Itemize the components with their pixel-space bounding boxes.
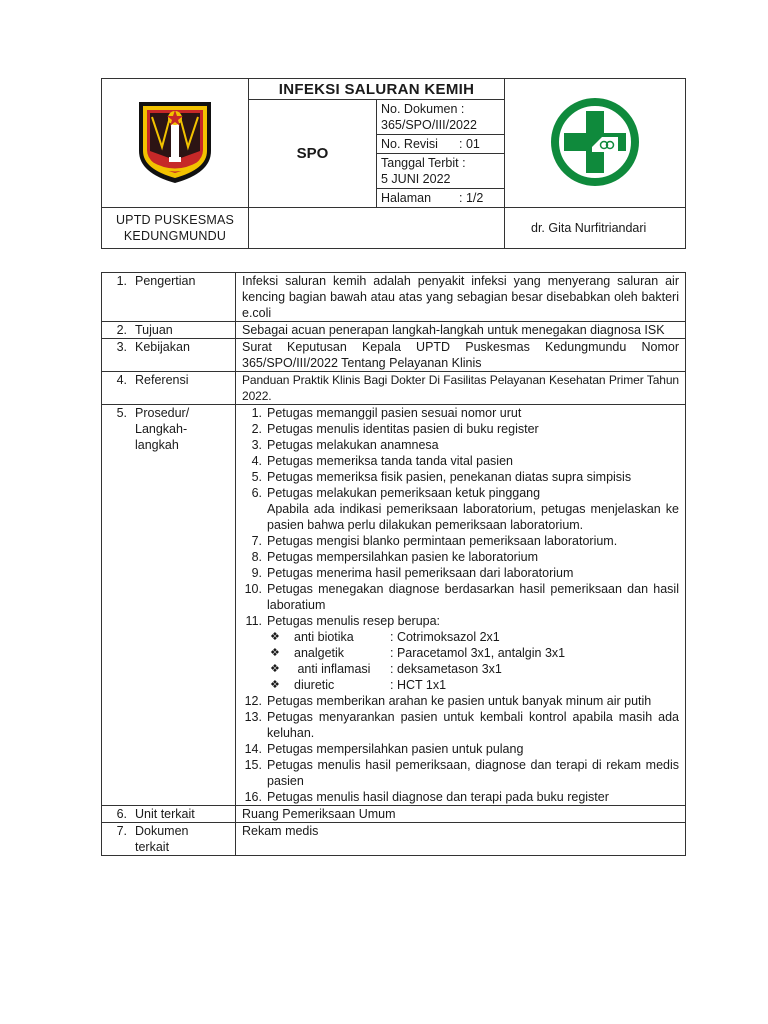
city-emblem-cell <box>102 79 249 208</box>
page-info <box>377 189 505 208</box>
step-text: Petugas menulis hasil pemeriksaan, diagnose dan terapi di rekam medis pasien <box>267 758 679 788</box>
kemenkes-logo-cell <box>505 79 686 208</box>
procedure-step <box>238 549 679 565</box>
kebijakan-text: Surat Keputusan Kepala UPTD Puskesmas Kedungmundu Nomor 365/SPO/III/2022 Tentang Pelayanan Klinis <box>236 339 686 372</box>
prescription-item <box>238 677 679 693</box>
page-value: : 1/2 <box>459 191 484 205</box>
step-text: Petugas menyarankan pasien untuk kembali kontrol apabila masih ada keluhan. <box>267 710 679 740</box>
row-label: Referensi <box>135 373 189 387</box>
drug-value: : HCT 1x1 <box>390 678 447 692</box>
issue-date <box>377 154 505 189</box>
step-text: Petugas melakukan anamnesa <box>267 438 439 452</box>
row-number: 2. <box>116 323 127 337</box>
step-text: Petugas menulis identitas pasien di buku register <box>267 422 539 436</box>
procedure-step <box>238 581 679 613</box>
document-header <box>101 78 686 249</box>
procedure-step <box>238 565 679 581</box>
prescription-item <box>238 629 679 645</box>
step-text: Petugas menulis hasil diagnose dan terapi pada buku register <box>267 790 609 804</box>
procedure-step <box>238 437 679 453</box>
city-emblem-icon <box>136 99 214 185</box>
organization-line2: KEDUNGMUNDU <box>123 229 227 243</box>
step-number: 6. <box>251 486 262 500</box>
step-number: 13. <box>244 710 262 724</box>
step-text: Apabila ada indikasi pemeriksaan laboratorium, petugas menjelaskan ke pasien bahwa perlu dilakukan pemeriksaan laboratorium. <box>267 502 679 532</box>
step-number: 2. <box>251 422 262 436</box>
blank-signature-cell <box>249 208 505 249</box>
step-number: 16. <box>244 790 262 804</box>
organization <box>102 208 249 249</box>
step-number: 9. <box>251 566 262 580</box>
pengertian-text: Infeksi saluran kemih adalah penyakit infeksi yang menyerang saluran air kencing bagian bawah atau atas yang sebagian besar disebabkan oleh bakteri e.coli <box>236 273 686 322</box>
row-prosedur <box>102 405 686 806</box>
row-number: 7. <box>116 824 127 838</box>
row-tujuan <box>102 322 686 339</box>
referensi-text: Panduan Praktik Klinis Bagi Dokter Di Fasilitas Pelayanan Kesehatan Primer Tahun 2022. <box>236 372 686 405</box>
procedure-step <box>238 709 679 741</box>
row-dokumen <box>102 823 686 856</box>
prescription-list <box>238 629 679 693</box>
step-text: Petugas mengisi blanko permintaan pemeriksaan laboratorium. <box>267 534 618 548</box>
row-label <box>135 823 189 855</box>
issue-date-label: Tanggal Terbit : <box>381 156 466 170</box>
step-text: Petugas memeriksa fisik pasien, penekanan diatas supra simpisis <box>267 470 632 484</box>
step-number: 10. <box>244 582 262 596</box>
step-number: 11. <box>245 614 262 628</box>
procedure-step <box>238 757 679 789</box>
procedure-step <box>238 789 679 805</box>
prescription-item <box>238 645 679 661</box>
row-label: Kebijakan <box>135 340 190 354</box>
step-number: 12. <box>244 694 262 708</box>
steps-list-continued <box>238 693 679 805</box>
row-kebijakan <box>102 339 686 372</box>
drug-class: analgetik <box>294 646 345 660</box>
drug-value: : Cotrimoksazol 2x1 <box>390 630 500 644</box>
row-number: 4. <box>116 373 127 387</box>
organization-line1: UPTD PUSKESMAS <box>115 213 235 227</box>
step-number: 1. <box>251 406 262 420</box>
procedure-step <box>238 613 679 629</box>
procedure-step <box>238 533 679 549</box>
step-text: Petugas menulis resep berupa: <box>267 614 441 628</box>
signatory: dr. Gita Nurfitriandari <box>505 208 686 249</box>
row-number: 6. <box>116 807 127 821</box>
revision-label: No. Revisi <box>381 137 438 151</box>
drug-class: anti biotika <box>294 630 354 644</box>
prosedur-steps <box>236 405 686 806</box>
diamond-bullet-icon: ❖ <box>270 679 280 691</box>
diamond-bullet-icon: ❖ <box>270 631 280 643</box>
step-number: 15. <box>244 758 262 772</box>
step-text: Petugas mempersilahkan pasien untuk pulang <box>267 742 524 756</box>
doc-number-value: 365/SPO/III/2022 <box>381 118 477 132</box>
procedure-step <box>238 453 679 469</box>
row-label: Pengertian <box>135 274 196 288</box>
drug-value: : Paracetamol 3x1, antalgin 3x1 <box>390 646 566 660</box>
procedure-step <box>238 693 679 709</box>
label-line: Dokumen <box>135 824 189 838</box>
row-number: 5. <box>116 406 127 420</box>
step-number: 5. <box>251 470 262 484</box>
unit-text: Ruang Pemeriksaan Umum <box>236 806 686 823</box>
row-number: 1. <box>116 274 127 288</box>
step-number: 14. <box>244 742 262 756</box>
drug-class: diuretic <box>294 678 335 692</box>
procedure-table <box>101 272 686 856</box>
step-text: Petugas mempersilahkan pasien ke laboratorium <box>267 550 538 564</box>
step-number: 8. <box>251 550 262 564</box>
drug-value: : deksametason 3x1 <box>390 662 502 676</box>
document-title: INFEKSI SALURAN KEMIH <box>249 79 505 100</box>
step-number: 3. <box>251 438 262 452</box>
procedure-step <box>238 501 679 533</box>
issue-date-value: 5 JUNI 2022 <box>381 172 451 186</box>
tujuan-text: Sebagai acuan penerapan langkah-langkah untuk menegakan diagnosa ISK <box>236 322 686 339</box>
revision <box>377 135 505 154</box>
step-text: Petugas memanggil pasien sesuai nomor urut <box>267 406 522 420</box>
step-number: 4. <box>251 454 262 468</box>
step-text: Petugas memeriksa tanda tanda vital pasien <box>267 454 513 468</box>
step-text: Petugas menerima hasil pemeriksaan dari laboratorium <box>267 566 574 580</box>
doc-number-label: No. Dokumen : <box>381 102 465 116</box>
drug-class: anti inflamasi <box>294 662 371 676</box>
steps-list <box>238 405 679 629</box>
procedure-step <box>238 421 679 437</box>
row-number: 3. <box>116 340 127 354</box>
row-referensi <box>102 372 686 405</box>
diamond-bullet-icon: ❖ <box>270 647 280 659</box>
step-number: 7. <box>251 534 262 548</box>
procedure-step <box>238 485 679 501</box>
doc-number <box>377 100 505 135</box>
label-line: terkait <box>135 840 170 854</box>
kemenkes-logo-icon <box>550 97 640 187</box>
procedure-step <box>238 405 679 421</box>
row-unit <box>102 806 686 823</box>
label-line: Prosedur/ <box>135 406 190 420</box>
label-line: Langkah- <box>135 422 188 436</box>
step-text: Petugas menegakan diagnose berdasarkan hasil pemeriksaan dan hasil laboratium <box>267 582 679 612</box>
row-label: Unit terkait <box>135 807 195 821</box>
step-text: Petugas memberikan arahan ke pasien untuk banyak minum air putih <box>267 694 652 708</box>
procedure-step <box>238 741 679 757</box>
page-label: Halaman <box>381 191 432 205</box>
revision-value: : 01 <box>459 137 480 151</box>
dokumen-text: Rekam medis <box>236 823 686 856</box>
spo-label: SPO <box>249 100 377 208</box>
procedure-step <box>238 469 679 485</box>
diamond-bullet-icon: ❖ <box>270 663 280 675</box>
label-line: langkah <box>135 438 179 452</box>
row-label <box>135 405 189 453</box>
row-pengertian <box>102 273 686 322</box>
step-text: Petugas melakukan pemeriksaan ketuk pinggang <box>267 486 541 500</box>
row-label: Tujuan <box>135 323 173 337</box>
step-number <box>238 501 262 533</box>
prescription-item <box>238 661 679 677</box>
